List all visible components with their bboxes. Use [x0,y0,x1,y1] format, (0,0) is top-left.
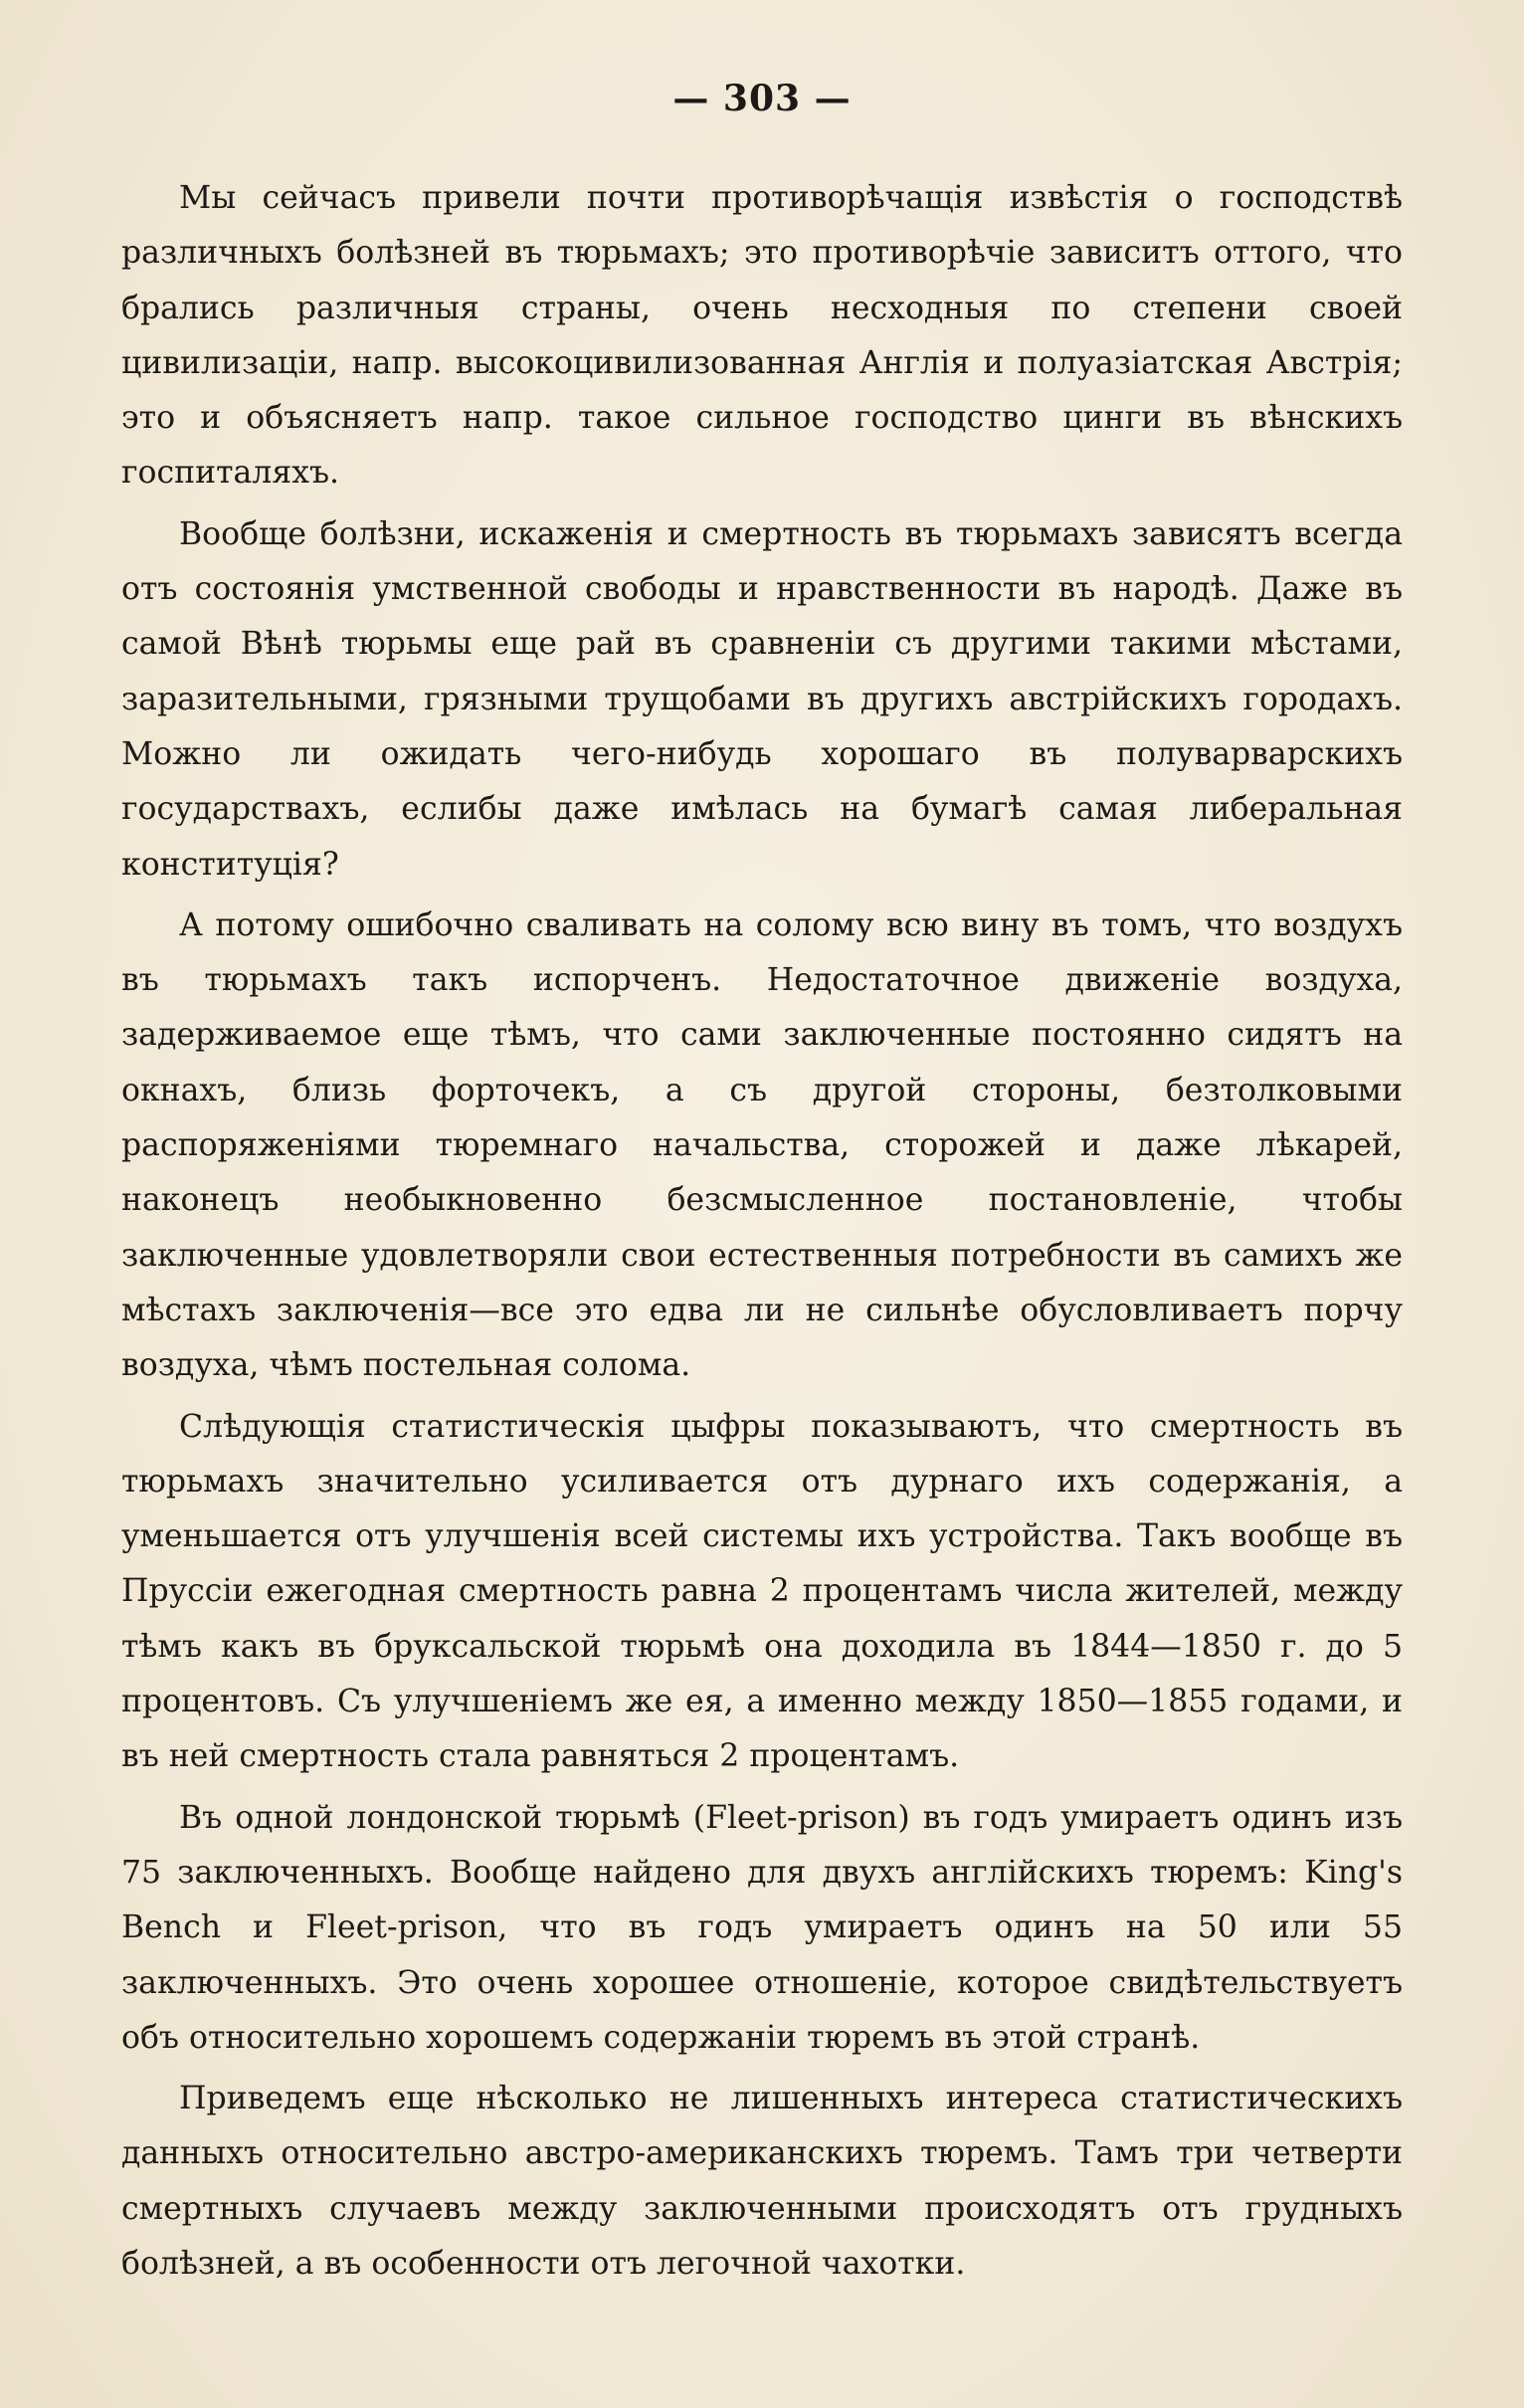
paragraph-4: Слѣдующія статистическія цыфры показываютъ, что смертность въ тюрьмахъ значительно усиливается отъ дурнаго ихъ содержанія, а уменьшается отъ улучшенія всей системы ихъ устройства. Такъ вообще въ Пруссіи ежегодная смертность равна 2 процентамъ числа жителей, между тѣмъ какъ въ бруксальской тюрьмѣ она доходила въ 1844—1850 г. до 5 процентовъ. Съ улучшеніемъ же ея, а именно между 1850—1855 годами, и въ ней смертность стала равняться 2 процентамъ. [121,1408,1403,1775]
paragraph-3: А потому ошибочно сваливать на солому всю вину въ томъ, что воздухъ въ тюрьмахъ такъ испорченъ. Недостаточное движеніе воздуха, задерживаемое еще тѣмъ, что сами заключенные постоянно сидятъ на окнахъ, близь форточекъ, а съ другой стороны, безтолковыми распоряженіями тюремнаго начальства, сторожей и даже лѣкарей, наконецъ необыкновенно безсмысленное постановленіе, чтобы заключенные удовлетворяли свои естественныя потребности въ самихъ же мѣстахъ заключенія—все это едва ли не сильнѣе обусловливаетъ порчу воздуха, чѣмъ постельная солома. [121,906,1403,1384]
paragraph-1: Мы сейчасъ привели почти противорѣчащія извѣстія о господствѣ различныхъ болѣзней въ тюрьмахъ; это противорѣчіе зависитъ оттого, что брались различныя страны, очень несходныя по степени своей цивилизаціи, напр. высокоцивилизованная Англія и полуазіатская Австрія; это и объясняетъ напр. такое сильное господство цинги въ вѣнскихъ госпиталяхъ. [121,180,1403,492]
paragraph-6: Приведемъ еще нѣсколько не лишенныхъ интереса статистическихъ данныхъ относительно австро-американскихъ тюремъ. Тамъ три четверти смертныхъ случаевъ между заключенными происходятъ отъ грудныхъ болѣзней, а въ особенности отъ легочной чахотки. [121,2081,1403,2282]
page-number: — 303 — [672,78,852,119]
paragraph-2: Вообще болѣзни, искаженія и смертность въ тюрьмахъ зависятъ всегда отъ состоянія умственной свободы и нравственности въ народѣ. Даже въ самой Вѣнѣ тюрьмы еще рай въ сравненіи съ другими такими мѣстами, заразительными, грязными трущобами въ другихъ австрійскихъ городахъ. Можно ли ожидать чего-нибудь хорошаго въ полуварварскихъ государствахъ, еслибы даже имѣлась на бумагѣ самая либеральная конституція? [121,515,1403,883]
paragraph-5: Въ одной лондонской тюрьмѣ (Fleet-prison) въ годъ умираетъ одинъ изъ 75 заключенныхъ. Вообще найдено для двухъ англійскихъ тюремъ: King's Bench и Fleet-prison, что въ годъ умираетъ одинъ на 50 или 55 заключенныхъ. Это очень хорошее отношеніе, которое свидѣтельствуетъ объ относительно хорошемъ содержаніи тюремъ въ этой странѣ. [121,1799,1403,2056]
body-text [121,171,1403,2292]
